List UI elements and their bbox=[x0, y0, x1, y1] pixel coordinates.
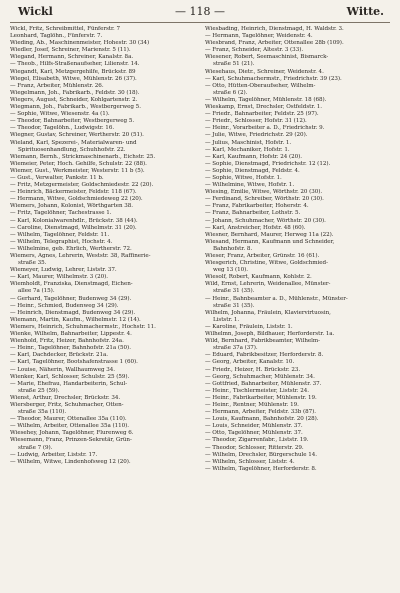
directory-entry: — Wilhelm, Witwe, Lindenhofsweg 12 (20). bbox=[10, 458, 131, 465]
directory-entry: Wild, Bernhard, Fabrikbeamter, Wilhelm- bbox=[205, 338, 320, 345]
directory-entry: — Ludwig, Arbeiter, Liststr. 17. bbox=[10, 451, 98, 458]
directory-entry: Wieser, Franz, Arbeiter, Grünstr. 16 (61). bbox=[205, 253, 320, 259]
directory-entry: — Gust., Verwalter, Pankstr. 11 b. bbox=[10, 174, 104, 181]
directory-entry: — Heinr., Fabrikarbeiter, Mühlenstr. 19. bbox=[205, 394, 317, 401]
directory-entry: — Caroline, Dienstmagd, Wilhelmstr. 31 (20). bbox=[10, 224, 137, 231]
directory-entry: Wiegers, August, Schneider, Kohlgartenstr. 2. bbox=[10, 96, 138, 103]
directory-entry: Wiemholdt, Franziska, Dienstmagd, Eichen- bbox=[10, 281, 133, 288]
directory-entry: Wieskamp, Ernst, Drechsler, Ostfeldstr. 1. bbox=[205, 104, 323, 111]
directory-entry: Wiegmann, Joh., Fabrikarb., Westbergerweg 5. bbox=[10, 104, 141, 111]
directory-entry: Wiemers, Johann, Kolonist, Wörthgarten 38. bbox=[10, 203, 133, 210]
directory-entry: — Heinr., Bahnbeamter a. D., Mühlenstr., Münster- bbox=[205, 295, 348, 302]
directory-entry: — Heinr., Rentner, Mühlenstr. 19. bbox=[205, 401, 299, 408]
directory-entry: — Otto, Tagelöhner, Mühlenstr. 37. bbox=[205, 430, 303, 437]
directory-entry-continuation: straße 25 (59). bbox=[18, 387, 60, 394]
directory-entry: — Ferdinand, Schreiber, Wörthstr. 20 (30). bbox=[205, 196, 324, 203]
directory-entry: Wiegand, Hermann, Schreiner, Kanalstr. 8a. bbox=[10, 54, 134, 61]
directory-entry: — Theodor, Zigarrenfabr., Liststr. 19. bbox=[205, 437, 309, 444]
directory-entry: Wiesolf, Robert, Kaufmann, Kohlstr. 2. bbox=[205, 274, 312, 281]
header-last-name: Witte. bbox=[346, 5, 384, 18]
directory-entry: Wiemeier, Peter, Hoch. Gehilfe, Schulstr. 22 (88). bbox=[10, 160, 147, 167]
directory-entry: — Marie, Ehefrau, Handarbeiterin, Schul- bbox=[10, 380, 128, 387]
directory-entry-continuation: Spirituosenhandlung, Schuhhofstr. 22. bbox=[18, 146, 126, 153]
directory-entry: Wiesehaus, Dietr., Schreiner, Weidenstr. 4. bbox=[205, 68, 324, 75]
directory-entry-continuation: straße 7 (9). bbox=[18, 444, 53, 451]
directory-entry-continuation: allee 7a (15). bbox=[18, 288, 55, 295]
directory-entry: Wienst, Arthur, Drechsler, Brückstr. 34. bbox=[10, 394, 121, 401]
directory-entry: — Hermann, Witwe, Goldschmiedeweg 22 (20). bbox=[10, 196, 143, 203]
directory-entry: — Theodor, Tagelöhn., Ludwigstr. 16. bbox=[10, 125, 115, 132]
directory-entry: — Gottfried, Bahnarbeiter, Mühlenstr. 37. bbox=[205, 380, 322, 387]
directory-entry-continuation: straße 35a (110). bbox=[18, 409, 67, 416]
directory-entry: — Franz, Arbeiter, Mühlenstr. 26. bbox=[10, 82, 104, 89]
directory-entry: — Karl, Kolonialwarenhdlr., Brückstr. 38 (44). bbox=[10, 217, 138, 224]
directory-entry: Wiesener, Robert, Seemaschinist, Bismarck- bbox=[205, 54, 329, 61]
directory-entry: Wiemer, Gust., Werkmeister, Westerstr. 11 b (5). bbox=[10, 167, 145, 174]
directory-entry: — Karl, Dachdecker, Brückstr. 21a. bbox=[10, 352, 108, 359]
directory-entry: — Hermann, Tagelöhner, Weidenstr. 4. bbox=[205, 33, 313, 40]
directory-entry: Wilhelmn, Joseph, Bildhauer, Herforderstr. 1a. bbox=[205, 331, 335, 338]
directory-entry: Wienhold, Fritz, Heizer, Bahnhofstr. 24a. bbox=[10, 338, 124, 345]
directory-entry: — Wilhelmine, geb. Ehrlich, Wertherstr. 72. bbox=[10, 245, 132, 252]
directory-entry: — Theodor, Maurer, Ottenallee 35a (110). bbox=[10, 416, 127, 423]
directory-entry: — Sophie, Dienstmagd, Friedrichstr. 12 (12). bbox=[205, 160, 331, 167]
directory-entry: — Fritz, Metzgermeister, Goldschmiedestr. 22 (20). bbox=[10, 182, 154, 189]
directory-entry: Wiemann, Bernh., Strickmaschinenarb., Eichstr. 25. bbox=[10, 153, 156, 160]
directory-entry: Wiedler, Josef, Schreiner, Marienstr. 5 (11). bbox=[10, 47, 131, 54]
header-first-name: Wickl bbox=[18, 5, 53, 18]
directory-entry: Wieding, Ab., Maschinenmeister, Hohestr. 30 (34) bbox=[10, 40, 150, 47]
directory-entry: — Friedr., Bahnarbeiter, Feldstr. 25 (97). bbox=[205, 111, 319, 118]
directory-entry: — Sophie, Dienstmagd, Feldstr. 4. bbox=[205, 167, 300, 174]
directory-entry: Wiemann, Martin, Kaufm., Wilhelmstr. 12 (14). bbox=[10, 316, 141, 323]
directory-entry: Wild, Ernst, Lehrerin, Weidenallee, Münster- bbox=[205, 281, 331, 288]
directory-entry: Wieland, Karl, Spezerei-, Materialwaren- und bbox=[10, 139, 137, 146]
directory-entry: — Karl, Maurer, Wilhelmstr. 3 (20). bbox=[10, 274, 108, 281]
directory-entry: — Louis, Kaufmann, Bahnhofstr. 20 (28). bbox=[205, 416, 319, 423]
directory-entry: — Wilhelm, Drechsler, Bürgerschule 14. bbox=[205, 451, 317, 458]
directory-entry-continuation: straße 31 (35). bbox=[213, 288, 255, 295]
directory-entry: — Louise, Näherin, Wallhaumweg 34. bbox=[10, 366, 116, 373]
directory-entry: Wiegelmann, Joh., Fabrikarb., Feldstr. 30 (18). bbox=[10, 89, 140, 96]
page-header bbox=[10, 4, 390, 23]
directory-entry: — Karl, Kaufmann, Hofstr. 24 (20). bbox=[205, 153, 302, 160]
directory-entry-continuation: straße 6 (2). bbox=[213, 89, 248, 96]
directory-entry: — Johann, Schuhmacher, Wörthstr. 20 (30). bbox=[205, 217, 326, 224]
directory-entry: — Franz, Schneider, Altestr. 3 (33). bbox=[205, 47, 304, 54]
directory-entry: — Wilhelmine, Witwe, Hofstr. 1. bbox=[205, 182, 295, 189]
directory-entry: — Franz, Bahnarbeiter, Lothstr. 5. bbox=[205, 210, 301, 217]
directory-entry: — Heinrich, Dienstmagd, Budenweg 34 (29). bbox=[10, 309, 136, 316]
directory-entry: Wiemers, Heinrich, Schuhmachermstr., Hochstr. 11. bbox=[10, 323, 156, 330]
directory-entry: — Georg, Schuhmacher, Mühlenstr. 34. bbox=[205, 373, 315, 380]
directory-entry: — Julie, Witwe, Friedrichstr. 29 (20). bbox=[205, 132, 308, 139]
directory-entry: Wiesgerich, Christine, Witwe, Goldschmied- bbox=[205, 260, 328, 267]
directory-entry: — Heinr., Vorarbeiter a. D., Friedrichstr. 9. bbox=[205, 125, 325, 132]
directory-entry: — Georg, Arbeiter, Kanalstr. 10. bbox=[205, 359, 295, 366]
directory-entry: Wiesand, Hermann, Kaufmann und Schneider, bbox=[205, 238, 335, 245]
directory-entry-continuation: straße 51 (21). bbox=[213, 61, 255, 68]
directory-entry: — Theodor, Bahnarbeiter, Westbergerweg 5. bbox=[10, 118, 135, 125]
directory-entry: — Gerhard, Tagelöhner, Budenweg 34 (29). bbox=[10, 295, 132, 302]
directory-entry: — Karoline, Fräulein, Liststr. 1. bbox=[205, 323, 293, 330]
directory-entry: — Friedr., Schlosser, Hofstr. 31 (12). bbox=[205, 118, 307, 125]
directory-entry: Wiemeyer, Ludwig, Lehrer, Liststr. 37. bbox=[10, 267, 117, 274]
left-column bbox=[10, 26, 195, 473]
directory-entry: — Wilhelm, Tagelöhner, Herforderstr. 8. bbox=[205, 465, 317, 472]
directory-entry: — Heinrich, Bäckermeister, Feldstr. 118 (67). bbox=[10, 189, 137, 196]
directory-entry-continuation: Bahnhofstr. 8. bbox=[213, 245, 253, 252]
directory-entry: Wiersberger, Fritz, Schuhmacher, Otten- bbox=[10, 401, 124, 408]
directory-entry: Wienker, Karl, Schlosser, Schulstr. 25 (59). bbox=[10, 373, 130, 380]
columns bbox=[10, 26, 390, 473]
directory-entry: Wiesner, Bernhard, Maurer, Herweg 11a (22). bbox=[205, 231, 334, 238]
directory-entry: — Theob., Hilfs-Straßenaufseher, Lilienstr. 14. bbox=[10, 61, 140, 68]
directory-entry: — Heinr., Schmied, Budenweg 34 (29). bbox=[10, 302, 119, 309]
directory-entry: — Friedr., Heizer, H. Brückstr. 23. bbox=[205, 366, 301, 373]
directory-entry: Wiegandt, Karl, Metzgergehilfe, Brückstr. 89 bbox=[10, 68, 136, 75]
directory-entry: Wiemers, Agnes, Lehrerin, Weststr. 38, Raffinerie- bbox=[10, 253, 151, 259]
directory-entry: Wienke, Wilhelm, Bahnarbeiter, Lippestr. 4. bbox=[10, 331, 132, 338]
directory-entry-continuation: weg 13 (10). bbox=[213, 267, 249, 274]
directory-entry: — Fritz, Tagelöhner, Tachestrasse 1. bbox=[10, 210, 112, 217]
directory-entry: — Sophie, Witwe, Wiesenstr. 4a (1). bbox=[10, 111, 110, 118]
directory-entry: — Karl, Mechaniker, Hofstr. 1. bbox=[205, 146, 290, 153]
directory-entry: — Wilhelm, Schlosser, Liststr. 4. bbox=[205, 458, 295, 465]
directory-entry: — Wilhelm, Telegraphist, Hochstr. 4. bbox=[10, 238, 113, 245]
directory-entry: — Karl, Schuhmachermstr., Friedrichstr. 39 (23). bbox=[205, 75, 342, 82]
directory-entry: Wilhelm, Johanna, Fräulein, Klaviervirtuosin, bbox=[205, 309, 331, 316]
directory-entry: — Hermann, Arbeiter, Feldstr. 33b (87). bbox=[205, 409, 316, 416]
directory-entry: — Karl, Tagelöhner, Bootshafenstrasse 1 (60). bbox=[10, 359, 138, 366]
directory-entry: Wiesbading, Heinrich, Dienstmagd, H. Waldstr. 3. bbox=[205, 26, 344, 32]
directory-entry: Wiesehey, Johann, Tagelöhner, Flurenweg 6. bbox=[10, 430, 134, 437]
directory-entry: — Otto, Hütten-Oberaufseher, Wilhelm- bbox=[205, 82, 316, 89]
page-number: — 118 — bbox=[175, 5, 225, 18]
directory-entry: Wickl, Fritz, Schreibmittel, Fünferstr. 7 bbox=[10, 26, 120, 32]
right-column bbox=[205, 26, 390, 473]
directory-entry: — Louis, Schneider, Mühlenstr. 37. bbox=[205, 423, 303, 430]
directory-entry: — Franz, Fabrikarbeiter, Hoherstr. 4. bbox=[205, 203, 309, 210]
directory-entry: — Wilhelm, Arbeiter, Ottenallee 35a (110). bbox=[10, 423, 129, 430]
directory-entry: — Wilhelm, Tagelöhner, Mühlenstr. 18 (68). bbox=[205, 96, 327, 103]
directory-entry: — Sophie, Witwe, Hofstr. 1. bbox=[205, 174, 282, 181]
directory-entry-continuation: Liststr. 1. bbox=[213, 316, 240, 323]
directory-entry: — Eduard, Fabrikbesitzer, Herforderstr. 8. bbox=[205, 352, 324, 359]
directory-entry: — Heinr., Tagelöhner, Bahnhofstr. 21a (50). bbox=[10, 345, 131, 352]
directory-entry: Wiesbrand, Franz, Arbeiter, Ottenallee 28b (109). bbox=[205, 40, 344, 47]
directory-entry: Wiegner, Gustav, Schreiner, Wertherstr. 20 (51). bbox=[10, 132, 144, 139]
directory-entry-continuation: straße 31 (35). bbox=[213, 302, 255, 309]
directory-entry: Leonhard, Taglöhn., Fünferstr. 7. bbox=[10, 33, 103, 40]
directory-entry: — Theodor, Schlosser, Ritterstr. 29. bbox=[205, 444, 304, 451]
directory-entry: — Wilhelm, Tagelöhner, Feldstr. 11. bbox=[10, 231, 110, 238]
directory-entry: — Karl, Anstreicher, Hofstr. 48 (60). bbox=[205, 224, 306, 231]
directory-entry-continuation: straße 37a (37). bbox=[213, 345, 258, 352]
directory-entry: Wiesing, Emilie, Witwe, Wörthstr. 20 (30). bbox=[205, 189, 323, 196]
directory-entry: — Heinr., Tischlermeister, Liststr. 24. bbox=[205, 387, 309, 394]
directory-entry-continuation: straße 35. bbox=[18, 260, 47, 267]
directory-entry: Wiegel, Elisabeth, Witwe, Mühlenstr. 26 (37). bbox=[10, 75, 137, 82]
directory-entry: — Julius, Maschinist, Hofstr. 1. bbox=[205, 139, 292, 146]
directory-entry: Wiesemann, Franz, Prinzen-Sekretär, Grün- bbox=[10, 437, 132, 444]
